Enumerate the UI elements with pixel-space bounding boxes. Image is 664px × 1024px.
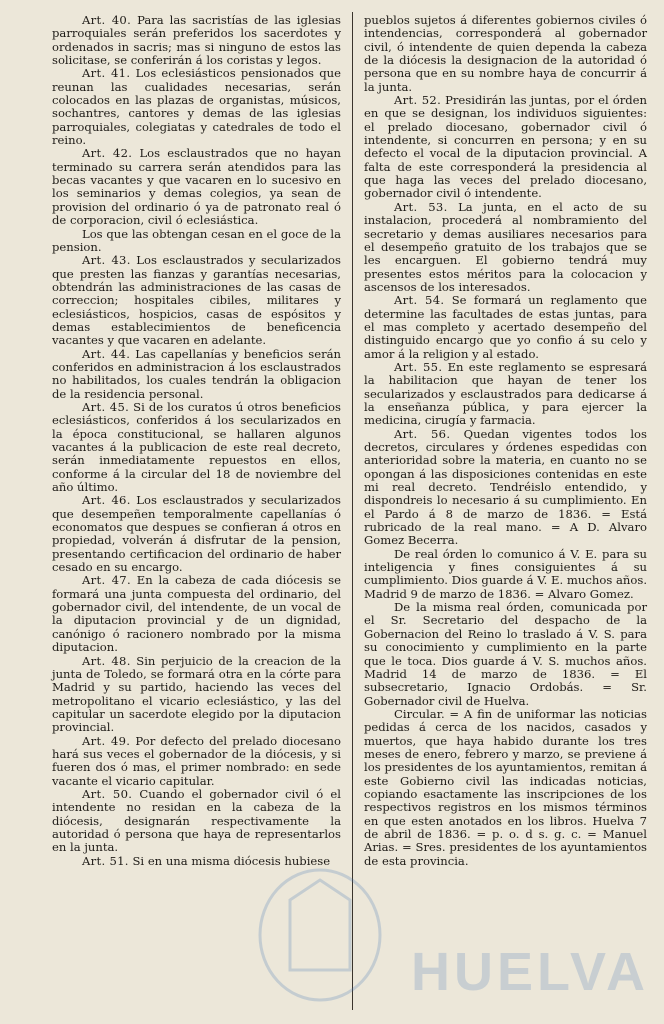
article-number: Art. 53. xyxy=(394,199,448,214)
paragraph xyxy=(52,67,341,147)
paragraph xyxy=(52,14,341,67)
paragraph xyxy=(52,228,341,255)
paragraph xyxy=(364,201,647,294)
paragraph xyxy=(52,574,341,654)
paragraph-text: pueblos sujetos á diferentes gobiernos civiles ó intendencias, corresponderá al gobernador civil, ó intendente de quien dependa la cabeza de la diócesis la designacion de la autoridad ó persona que en su nombre haya de concurrir á la junta. xyxy=(364,13,647,94)
paragraph-text: Cuando el gobernador civil ó el intendente no residan en la cabeza de la diócesis, designarán respectivamente la autoridad ó persona que haya de representarlos en la junta. xyxy=(52,786,341,855)
left-column xyxy=(52,14,341,868)
paragraph-text: De la misma real órden, comunicada por el Sr. Secretario del despacho de la Gobernacion del Reino lo traslado á V. S. para su conocimiento y cumplimiento en la parte que le toca. Dios guarde á V. S. muchos años. Madrid 14 de marzo de 1836. = El subsecretario, Ignacio Ordobás. = Sr. Gobernador civil de Huelva. xyxy=(364,600,647,708)
article-number: Art. 48. xyxy=(82,653,131,668)
article-number: Art. 45. xyxy=(82,399,130,414)
paragraph xyxy=(364,428,647,548)
article-number: Art. 54. xyxy=(394,293,445,308)
article-number: Art. 41. xyxy=(82,66,131,81)
paragraph xyxy=(52,254,341,347)
paragraph-text: Los que las obtengan cesan en el goce de la pension. xyxy=(52,226,341,254)
article-number: Art. 56. xyxy=(394,426,451,441)
paragraph-text: Por defecto del prelado diocesano hará sus veces el gobernador de la diócesis, y si fueren dos ó mas, el primer nombrado: en sede vacante el vicario capitular. xyxy=(52,733,342,788)
paragraph xyxy=(52,348,341,401)
paragraph-text: De real órden lo comunico á V. E. para su inteligencia y fines consiguientes á su cumplimiento. Dios guarde á V. E. muchos años. Madrid 9 de marzo de 1836. = Alvaro Gomez. xyxy=(364,546,647,601)
paragraph-text: En este reglamento se espresará la habilitacion que hayan de tener los secularizados y esclaustrados para dedicarse á la enseñanza pública, y para ejercer la medicina, cirugía y farmacia. xyxy=(364,359,647,428)
article-number: Art. 55. xyxy=(394,359,443,374)
article-number: Art. 52. xyxy=(394,93,442,108)
paragraph xyxy=(52,494,341,574)
article-number: Art. 49. xyxy=(82,733,131,748)
paragraph-text: En la cabeza de cada diócesis se formará una junta compuesta del ordinario, del gobernador civil, del intendente, de un vocal de la diputacion provincial y de un dignidad, canónigo ó racionero nombrado por la misma diputacion. xyxy=(52,573,341,655)
paragraph-text: Circular. = A fin de uniformar las noticias pedidas á cerca de los nacidos, casados y muertos, que haya habido durante los tres meses de enero, febrero y marzo, se previene á los presidentes de los ayuntamientos, remitan á este Gobierno civil las indicadas noticias, copiando esactamente las inscripciones de los respectivos registros en los mismos términos en que esten anotados en los libros. Huelva 7 de abril de 1836. = p. o. d s. g. c. = Manuel Arias. = Sres. presidentes de los ayuntamientos de esta provincia. xyxy=(364,706,647,868)
paragraph xyxy=(364,548,647,601)
paragraph-text: Los esclaustrados y secularizados que desempeñen temporalmente capellanías ó economatos que despues se confieran á otros en propiedad, volverán á disfrutar de la pension, presentando certificacion del ordinario de haber cesado en su encargo. xyxy=(52,493,341,575)
article-number: Art. 50. xyxy=(82,786,133,801)
paragraph xyxy=(364,601,647,708)
paragraph xyxy=(52,401,341,494)
paragraph xyxy=(52,735,341,788)
paragraph xyxy=(52,655,341,735)
paragraph-text: Los esclaustrados y secularizados que presten las fianzas y garantías necesarias, obtendrán las administraciones de las casas de correccion; hospitales cibiles, militares y eclesiásticos, hospicios, casas de espósitos y demas establecimientos de beneficencia vacantes y que vacaren en adelante. xyxy=(52,253,341,348)
paragraph-text: Los eclesiásticos pensionados que reunan las cualidades necesarias, serán colocados en las plazas de organistas, músicos, sochantres, cantores y demas de las iglesias parroquiales, colegiatas y catedrales de todo el reino. xyxy=(52,66,341,148)
paragraph-text: Se formará un reglamento que determine las facultades de estas juntas, para el mas completo y acertado desempeño del distinguido encargo que yo confio á su celo y amor á la religion y al estado. xyxy=(364,293,647,361)
column-divider xyxy=(352,12,353,1010)
paragraph-text: Los esclaustrados que no hayan terminado su carrera serán atendidos para las becas vacantes y que vacaren en lo sucesivo en los seminarios y demas colegios, ya sean de provision del ordinario ó ya de patronato real ó de corporacion, civil ó eclesiástica. xyxy=(52,146,342,228)
paragraph xyxy=(52,855,341,868)
paragraph xyxy=(52,788,341,855)
article-number: Art. 46. xyxy=(82,493,131,508)
article-number: Art. 44. xyxy=(82,346,131,361)
paragraph-text: Las capellanías y beneficios serán conferidos en administracion á los esclaustrados no habilitados, los cuales tendrán la obligacion de la residencia personal. xyxy=(52,346,341,401)
paragraph xyxy=(364,294,647,361)
right-column xyxy=(364,14,647,868)
paragraph xyxy=(364,708,647,868)
article-number: Art. 47. xyxy=(82,573,131,588)
paragraph-text: Quedan vigentes todos los decretos, circulares y órdenes espedidas con anterioridad sobre la materia, en cuanto no se opongan á las disposiciones contenidas en este mi real decreto. Tendréislo entendido, y dispondreis lo necesario á su cumplimiento. En el Pardo á 8 de marzo de 1836. = Está rubricado de la real mano. = A D. Alvaro Gomez Becerra. xyxy=(364,426,647,548)
article-number: Art. 42. xyxy=(82,146,133,161)
paragraph xyxy=(364,14,647,94)
paragraph-text: Sin perjuicio de la creacion de la junta de Toledo, se formará otra en la córte para Madrid y su partido, haciendo las veces del metropolitano el vicario eclesiástico, y las del capitular un sacerdote elegido por la diputacion provincial. xyxy=(52,653,341,735)
paragraph-text: Para las sacristías de las iglesias parroquiales serán preferidos los sacerdotes y ordenados in sacris; mas si ninguno de estos las solicitase, se conferirán á los coristas y legos. xyxy=(52,13,341,68)
article-number: Art. 43. xyxy=(82,253,131,268)
paragraph-text: Si de los curatos ú otros beneficios eclesiásticos, conferidos á los secularizados en la época constitucional, se hallaren algunos vacantes á la publicacion de este real decreto, serán inmediatamente repuestos en ellos, conforme á la circular del 18 de noviembre del año último. xyxy=(52,399,341,495)
paragraph-text: Presidirán las juntas, por el órden en que se designan, los individuos siguientes: el prelado diocesano, gobernador civil ó intendente, si concurren en persona; y en su defecto el vocal de la diputacion provincial. A falta de este corresponderá la presidencia al que haga las veces del prelado diocesano, gobernador civil ó intendente. xyxy=(364,93,647,201)
paragraph-text: Si en una misma diócesis hubiese xyxy=(132,853,331,868)
article-number: Art. 40. xyxy=(82,13,132,27)
paragraph xyxy=(52,147,341,227)
paragraph-text: La junta, en el acto de su instalacion, procederá al nombramiento del secretario y demas ausiliares necesarios para el desempeño gratuito de los trabajos que se les encarguen. El gobierno tendrá muy presentes estos méritos para la colocacion y ascensos de los interesados. xyxy=(364,199,647,294)
paragraph xyxy=(364,94,647,201)
paragraph xyxy=(364,361,647,428)
article-number: Art. 51. xyxy=(82,853,129,868)
svg-text:HUELVA: HUELVA xyxy=(411,942,649,1002)
